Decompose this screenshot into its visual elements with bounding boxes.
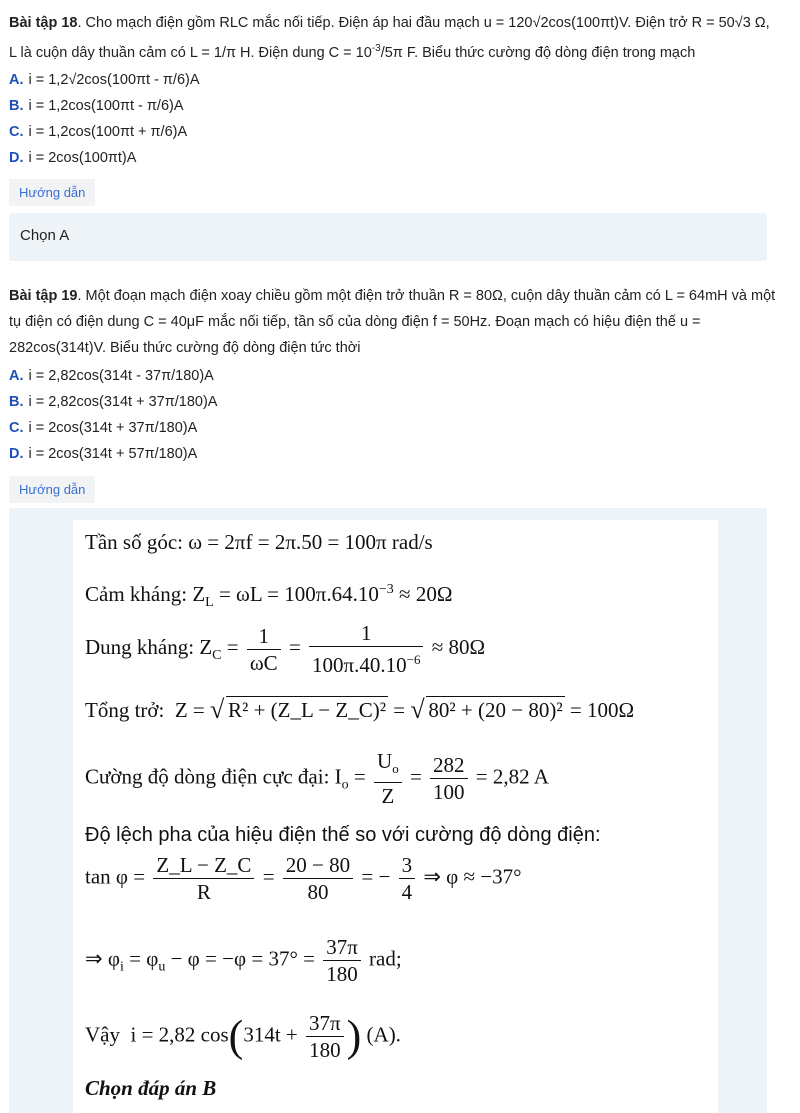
radicand: 80² + (20 − 80)² (428, 698, 563, 722)
sqrt (210, 698, 388, 723)
math: ⇒ φ (85, 946, 120, 971)
den: 100 (433, 780, 465, 805)
result: = 2,82 A (475, 764, 549, 789)
option-text: i = 2cos(314t + 37π/180)A (28, 420, 198, 436)
fraction (399, 852, 416, 905)
solution-tan-phi: tan φ = $\frac{Z\_L - Z\_C}{R}$ = $\frac{20 - 80}{80}$ = − $\frac{3}{4}$ ⇒ φ ≈ −37° (85, 853, 522, 904)
num: 37π (323, 934, 361, 961)
problem-19-statement (9, 283, 779, 361)
option-letter: C. (9, 124, 24, 140)
num: Z_L − Z_C (153, 852, 254, 879)
num-text: U (377, 749, 393, 773)
label: Vậy (85, 1022, 120, 1047)
problem-18-answer: Chọn A (20, 227, 70, 244)
option-letter: B. (9, 394, 24, 410)
fraction (430, 752, 468, 805)
math: ≈ 20Ω (393, 582, 453, 606)
den: R (196, 880, 211, 904)
den: Z (381, 784, 395, 809)
fraction (247, 623, 281, 676)
problem-19-option-a[interactable] (9, 366, 214, 386)
option-text: i = 1,2cos(100πt - π/6)A (28, 98, 184, 114)
label: Dung kháng: (85, 634, 195, 659)
sub: C (212, 648, 222, 663)
sub: o (341, 777, 349, 793)
num: 3 (399, 852, 416, 879)
fraction (153, 852, 254, 905)
problem-19-guide-button[interactable]: Hướng dẫn (9, 476, 95, 503)
fraction (283, 852, 353, 905)
math: − φ = −φ = 37° = (165, 946, 315, 971)
problem-18-text: . Cho mạch điện gồm RLC mắc nối tiếp. Điện áp hai đầu mạch u = 120√2cos(100πt)V. Điện trở R = 50√3 Ω, L là cuộn dây thuần cảm có L = 1/π H. Điện dung C = 10 (9, 15, 770, 61)
problem-19-title: Bài tập 19 (9, 288, 78, 304)
den: 180 (309, 1038, 341, 1062)
math: Z (192, 582, 206, 606)
exp: −6 (406, 652, 421, 667)
unit: (A). (366, 1022, 401, 1047)
solution-card (73, 520, 718, 1113)
sub: L (205, 595, 214, 611)
option-text: i = 1,2√2cos(100πt - π/6)A (28, 72, 200, 88)
math: = − (361, 864, 391, 889)
num (374, 748, 402, 783)
unit: rad; (369, 946, 402, 971)
num: 1 (309, 620, 423, 647)
problem-18-guide-button[interactable]: Hướng dẫn (9, 179, 95, 206)
solution-choose-answer: Chọn đáp án B (85, 1076, 217, 1100)
sqrt (410, 698, 564, 723)
problem-18-title: Bài tập 18 (9, 15, 78, 31)
num: 20 − 80 (283, 852, 353, 879)
problem-18-option-c[interactable] (9, 122, 187, 142)
problem-18-option-d[interactable] (9, 148, 136, 168)
problem-19-option-c[interactable] (9, 418, 197, 438)
den: ωC (249, 650, 278, 675)
solution-phase-i (85, 934, 402, 987)
label: Tổng trở: (85, 698, 165, 722)
left-paren: ( (228, 1011, 244, 1061)
label: Tần số góc: (85, 530, 183, 554)
option-text: i = 2cos(314t + 57π/180)A (28, 446, 198, 462)
problem-19-option-b[interactable] (9, 392, 217, 412)
num: 37π (306, 1010, 344, 1037)
fraction (374, 748, 402, 809)
math: ω = 2πf = 2π.50 = 100π (188, 530, 387, 554)
right-paren: ) (346, 1011, 362, 1061)
math: Z (199, 634, 213, 659)
fraction (306, 1010, 344, 1063)
problem-18-answer-box (9, 213, 767, 261)
option-letter: A. (9, 368, 24, 384)
solution-max-current: Cường độ dòng điện cực đại: $I_o$ = $\frac{U_o}{Z}$ = $\frac{282}{100}$ = 2,82 A (85, 749, 549, 809)
solution-capacitive-reactance: Dung kháng: $Z_C$ = $\frac{1}{\omega C}$ = $\frac{1}{100\pi.40.10^{-6}}$ ≈ 80Ω (85, 621, 486, 677)
den (309, 647, 423, 678)
option-letter: A. (9, 72, 24, 88)
math: = ωL = 100π.64.10 (213, 582, 379, 606)
option-text: i = 2,82cos(314t + 37π/180)A (28, 394, 218, 410)
option-letter: B. (9, 98, 24, 114)
result: = 100Ω (569, 698, 635, 722)
math: i = 2,82 cos (130, 1022, 229, 1047)
num: 1 (247, 623, 281, 650)
option-letter: D. (9, 150, 24, 166)
sub: i (119, 959, 124, 975)
exp: −3 (378, 582, 394, 597)
den-text: 100π.40.10 (312, 653, 407, 677)
solution-final-expression (85, 1010, 401, 1063)
problem-19-text: . Một đoạn mạch điện xoay chiều gồm một điện trở thuần R = 80Ω, cuộn dây thuần cảm có L = 64mH và một tụ điện có điện dung C = 40μF mắc nối tiếp, tần số của dòng điện f = 50Hz. Đoạn mạch có hiệu điện thế u = 282cos(314t)V. Biểu thức cường độ dòng điện tức thời (9, 288, 776, 356)
solution-angular-frequency (85, 530, 433, 555)
math: = φ (123, 946, 159, 971)
sub: u (158, 959, 166, 975)
problem-18-exp: -3 (371, 43, 381, 54)
fraction (323, 934, 361, 987)
label: Cảm kháng: (85, 582, 188, 606)
option-letter: C. (9, 420, 24, 436)
option-letter: D. (9, 446, 24, 462)
unit: rad/s (391, 530, 433, 554)
num: 282 (430, 752, 468, 779)
den: 80 (307, 880, 329, 904)
sub: o (392, 761, 399, 777)
math: I (334, 764, 342, 789)
problem-19-option-d[interactable] (9, 444, 197, 464)
result: ≈ 80Ω (431, 634, 486, 659)
option-text: i = 1,2cos(100πt + π/6)A (28, 124, 188, 140)
solution-inductive-reactance (85, 582, 452, 611)
solution-impedance: Tổng trở: Z = √ R² + (Z_L − Z_C)² = √ 80² + (20 − 80)² = 100Ω (85, 698, 634, 723)
problem-18-option-a[interactable] (9, 70, 200, 90)
math: Z = (174, 698, 205, 722)
problem-18-statement (9, 10, 779, 66)
problem-18-option-b[interactable] (9, 96, 184, 116)
math: 314t + (243, 1022, 298, 1047)
option-text: i = 2,82cos(314t - 37π/180)A (28, 368, 214, 384)
den: 180 (326, 962, 358, 986)
math: tan φ = (85, 864, 146, 889)
option-text: i = 2cos(100πt)A (28, 150, 137, 166)
solution-panel (9, 508, 767, 1113)
label: Cường độ dòng điện cực đại: (85, 764, 330, 789)
radicand: R² + (Z_L − Z_C)² (228, 698, 387, 722)
den: 4 (401, 880, 413, 904)
result: ⇒ φ ≈ −37° (423, 864, 522, 889)
solution-phase-heading: Độ lệch pha của hiệu điện thế so với cường độ dòng điện: (85, 824, 601, 846)
problem-18-text-end: /5π F. Biểu thức cường độ dòng điện trong mạch (380, 44, 696, 61)
fraction (309, 620, 423, 678)
